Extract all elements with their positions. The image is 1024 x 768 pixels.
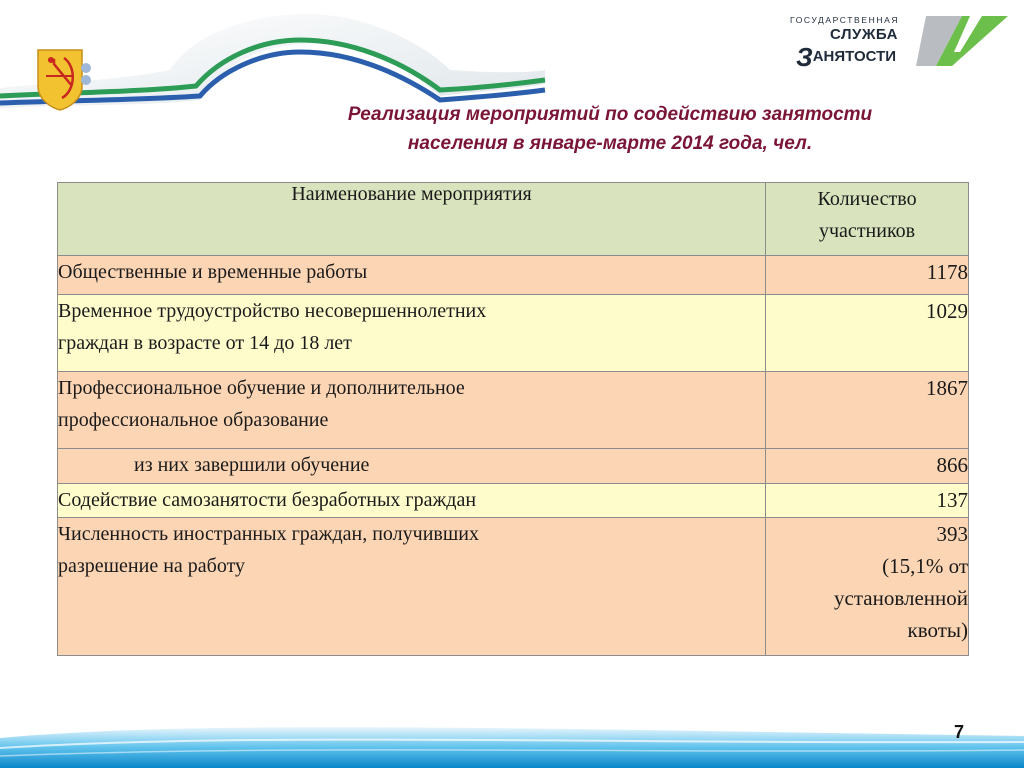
measure-name-line1: Численность иностранных граждан, получивших xyxy=(58,523,479,545)
measure-name xyxy=(58,372,766,449)
employment-service-logo xyxy=(790,12,1012,72)
table-row xyxy=(58,295,969,372)
measure-name xyxy=(58,295,766,372)
column-header-count xyxy=(766,183,969,256)
participants-count: 137 xyxy=(766,484,969,518)
column-header-count-line1: Количество xyxy=(817,188,917,210)
logo-text-line3 xyxy=(796,42,896,73)
table-row xyxy=(58,518,969,656)
table-row xyxy=(58,449,969,484)
logo-text-rest: АНЯТОСТИ xyxy=(812,48,897,65)
measure-name: Общественные и временные работы xyxy=(58,256,766,295)
measure-name-line2: профессиональное образование xyxy=(58,409,329,431)
participants-count-note-line3: квоты) xyxy=(907,618,968,642)
page-title-line1: Реализация мероприятий по содействию занятости xyxy=(347,104,873,125)
participants-count xyxy=(766,518,969,656)
measure-name: из них завершили обучение xyxy=(58,449,766,484)
table-row xyxy=(58,372,969,449)
logo-text-line1: ГОСУДАРСТВЕННАЯ xyxy=(790,15,900,25)
measure-name-line1: Временное трудоустройство несовершеннолетних xyxy=(58,300,487,322)
logo-text-line2: СЛУЖБА xyxy=(830,26,898,43)
column-header-name: Наименование мероприятия xyxy=(58,183,766,256)
employment-measures-table xyxy=(57,182,969,656)
coat-of-arms-icon xyxy=(28,46,92,112)
page-title xyxy=(240,100,980,158)
logo-text-initial: З xyxy=(796,42,813,72)
page-number: 7 xyxy=(953,722,964,742)
table-header-row xyxy=(58,183,969,256)
page-title-line2: населения в январе-марте 2014 года, чел. xyxy=(407,133,813,154)
column-header-count-line2: участников xyxy=(819,220,916,242)
participants-count: 1178 xyxy=(766,256,969,295)
logo-emblem-icon xyxy=(912,12,1012,72)
table-row xyxy=(58,256,969,295)
measure-name-line2: разрешение на работу xyxy=(58,555,246,577)
participants-count-note-line2: установленной xyxy=(834,586,968,610)
measure-name-line2: граждан в возрасте от 14 до 18 лет xyxy=(58,332,352,354)
measure-name-line1: Профессиональное обучение и дополнительное xyxy=(58,377,465,399)
participants-count-note-line1: (15,1% от xyxy=(882,554,968,578)
participants-count-value: 393 xyxy=(936,522,968,546)
participants-count: 1029 xyxy=(766,295,969,372)
participants-count: 1867 xyxy=(766,372,969,449)
measure-name: Содействие самозанятости безработных граждан xyxy=(58,484,766,518)
table-row xyxy=(58,484,969,518)
measure-name xyxy=(58,518,766,656)
participants-count: 866 xyxy=(766,449,969,484)
footer-wave-decoration xyxy=(0,718,1024,768)
